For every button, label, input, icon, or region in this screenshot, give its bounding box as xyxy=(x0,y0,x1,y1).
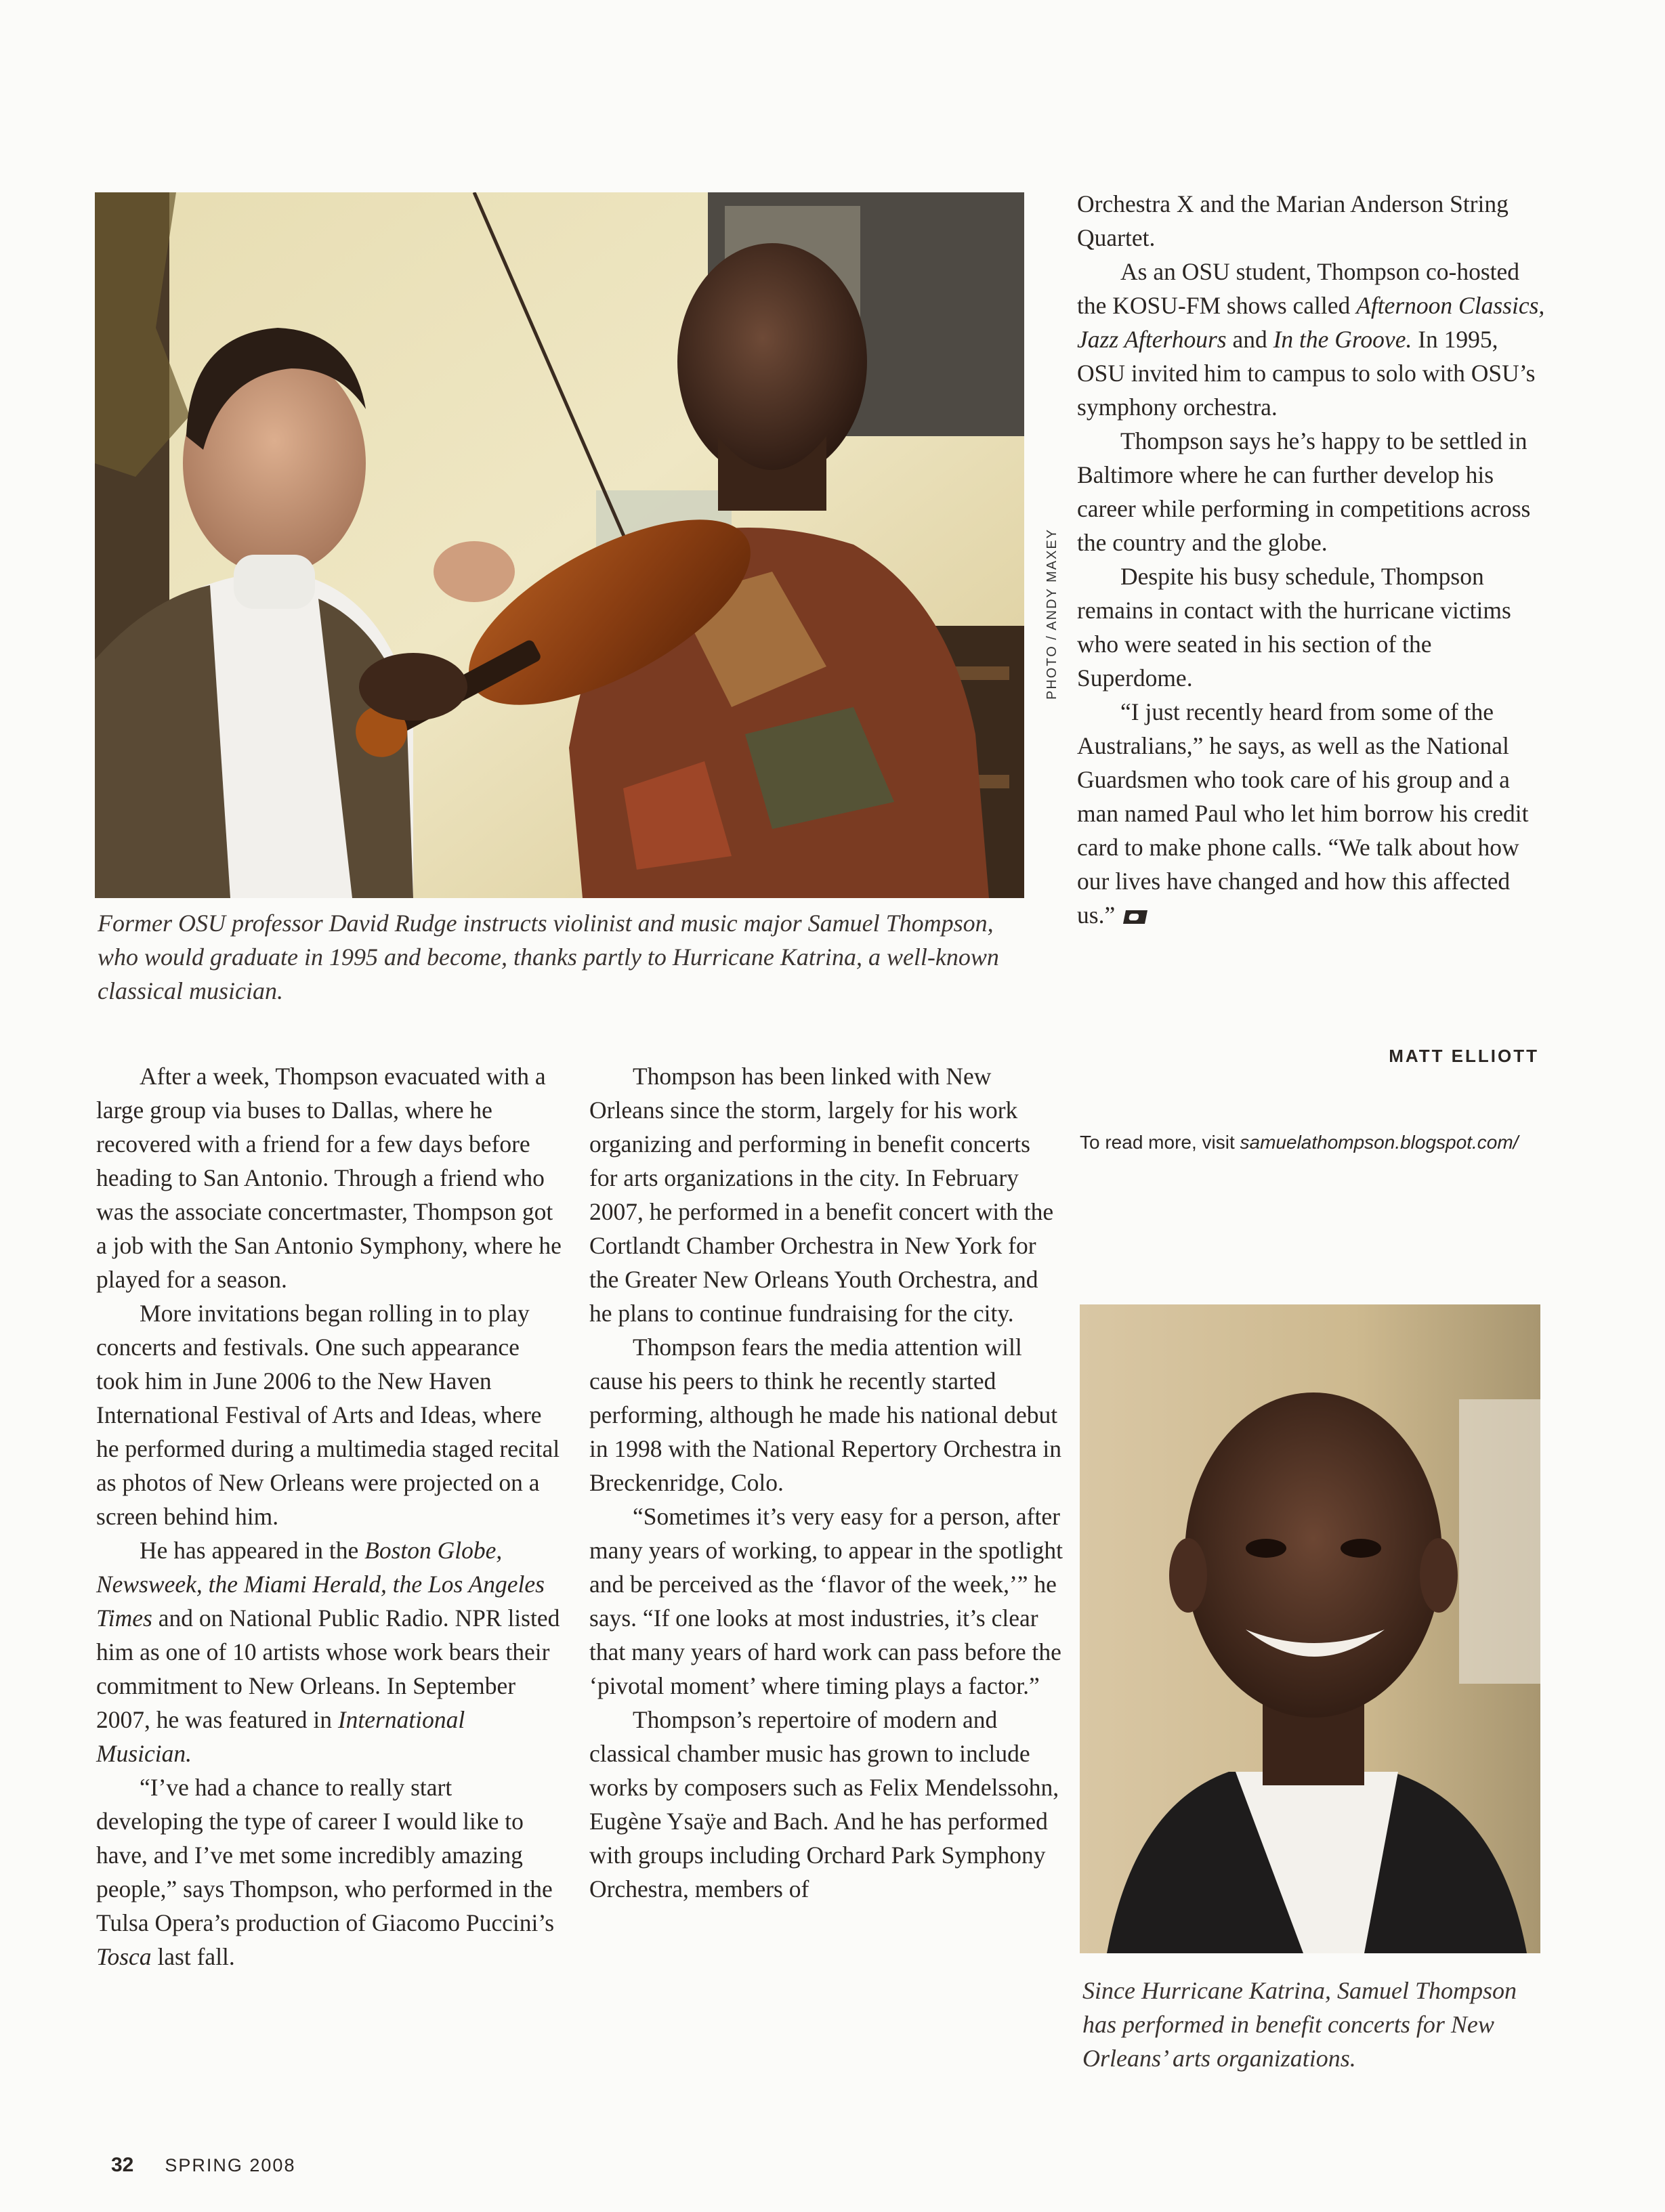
read-more-link[interactable]: samuelathompson.blogspot.com/ xyxy=(1240,1132,1519,1153)
page-footer xyxy=(111,2154,295,2177)
portrait-illustration xyxy=(1080,1304,1540,1953)
text-run: In 1995, OSU invited him to campus to solo with OSU’s symphony orchestra. xyxy=(1077,326,1536,421)
show-title: In the Groove. xyxy=(1273,326,1412,353)
publication-names: Boston Globe, Newsweek, the Miami Herald, the Los Angeles Times xyxy=(96,1537,545,1632)
article-paragraph: Despite his busy schedule, Thompson remains in contact with the hurricane victims who were seated in his section of the Superdome. xyxy=(1077,563,1511,692)
portrait-photo xyxy=(1080,1304,1540,1953)
article-column-1 xyxy=(96,1059,564,1974)
text-run: “I’ve had a chance to really start developing the type of career I would like to have, and I’ve met some incredibly amazing people,” says Thompson, who performed in the Tulsa Opera’s production of Giacomo Puccini’s xyxy=(96,1774,555,1936)
main-photo-caption: Former OSU professor David Rudge instructs violinist and music major Samuel Thompson, who would graduate in 1995 and become, thanks partly to Hurricane Katrina, a well-known classical musician. xyxy=(98,910,999,1004)
photo-credit: PHOTO / ANDY MAXEY xyxy=(1045,528,1059,700)
article-paragraph xyxy=(1077,255,1551,424)
article-paragraph: Orchestra X and the Marian Anderson String Quartet. xyxy=(1077,190,1509,251)
article-paragraph: Thompson has been linked with New Orleans since the storm, largely for his work organizing and performing in benefit concerts for arts organizations in the city. In February 2007, he performed in a benefit concert with the Cortlandt Chamber Orchestra in New York for the Greater New Orleans Youth Orchestra, and he plans to continue fundraising for the city. xyxy=(589,1063,1054,1327)
text-run: He has appeared in the xyxy=(140,1537,365,1564)
article-paragraph: Thompson says he’s happy to be settled in Baltimore where he can further develop his career while performing in competitions across the country and the globe. xyxy=(1077,427,1531,556)
text-run: last fall. xyxy=(151,1943,235,1970)
article-paragraph: Thompson’s repertoire of modern and classical chamber music has grown to include works by composers such as Felix Mendelssohn, Eugène Ysaÿe and Bach. And he has performed with groups including Orchard Park Symphony Orchestra, members of xyxy=(589,1706,1059,1902)
text-run: “I just recently heard from some of the Australians,” he says, as well as the National Guardsmen who took care of his group and a man named Paul who let him borrow his credit card to make phone calls. “We talk about how our lives have changed and how this affected us.” xyxy=(1077,698,1529,929)
issue-label: SPRING 2008 xyxy=(165,2155,296,2175)
publication-name: International Musician. xyxy=(96,1706,465,1767)
text-run: and xyxy=(1226,326,1273,353)
portrait-caption: Since Hurricane Katrina, Samuel Thompson has performed in benefit concerts for New Orleans’ arts organizations. xyxy=(1082,1977,1517,2072)
show-titles: Afternoon Classics, Jazz Afterhours xyxy=(1077,292,1545,353)
author-byline: MATT ELLIOTT xyxy=(1389,1046,1539,1066)
page-number: 32 xyxy=(111,2154,134,2176)
article-paragraph: After a week, Thompson evacuated with a large group via buses to Dallas, where he recovered with a friend for a few days before heading to San Antonio. Through a friend who was the associate concertmaster, Thompson got a job with the San Antonio Symphony, where he played for a season. xyxy=(96,1063,562,1293)
article-paragraph xyxy=(96,1770,564,1974)
article-paragraph: Thompson fears the media attention will cause his peers to think he recently started performing, although he made his national debut in 1998 with the National Repertory Orchestra in Breckenridge, Colo. xyxy=(589,1334,1061,1496)
article-paragraph: “Sometimes it’s very easy for a person, after many years of working, to appear in the spotlight and be perceived as the ‘flavor of the week,’” he says. “If one looks at most industries, it’s clear that many years of hard work can pass before the ‘pivotal moment’ where timing plays a factor.” xyxy=(589,1503,1063,1699)
end-of-article-mark-icon xyxy=(1122,909,1149,925)
read-more-prefix: To read more, visit xyxy=(1080,1132,1240,1153)
article-paragraph: More invitations began rolling in to play concerts and festivals. One such appearance took him in June 2006 to the New Haven International Festival of Arts and Ideas, where he performed during a multimedia staged recital as photos of New Orleans were projected on a screen behind him. xyxy=(96,1300,560,1530)
article-paragraph xyxy=(96,1533,564,1770)
article-column-3 xyxy=(1077,187,1551,932)
article-column-2 xyxy=(589,1059,1063,1906)
violin-lesson-illustration xyxy=(95,192,1024,898)
violin-lesson-photo xyxy=(95,192,1024,898)
opera-title: Tosca xyxy=(96,1943,152,1970)
text-run: As an OSU student, Thompson co-hosted the KOSU-FM shows called xyxy=(1077,258,1520,319)
text-run: and on National Public Radio. NPR listed him as one of 10 artists whose work bears their commitment to New Orleans. In September 2007, he was featured in xyxy=(96,1604,560,1733)
read-more-note xyxy=(1080,1127,1554,1157)
article-paragraph xyxy=(1077,695,1551,932)
